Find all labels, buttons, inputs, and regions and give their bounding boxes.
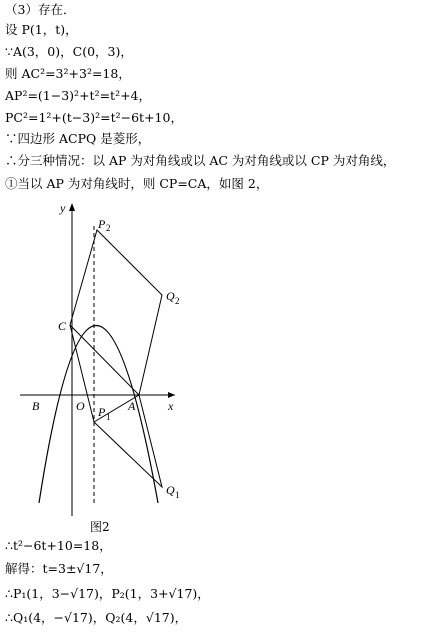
y-axis-arrow — [69, 203, 75, 211]
text-line-4: 则 AC²=3²+3²=18， — [5, 66, 131, 81]
text-line-13: ∴Q₁(4，−√17)，Q₂(4，√17)， — [5, 610, 188, 625]
label-y: y — [60, 201, 66, 215]
text-line-10: ∴t²−6t+10=18， — [5, 538, 112, 553]
label-p1: P — [98, 405, 106, 419]
text-line-7: ∵四边形 ACPQ 是菱形， — [5, 131, 151, 146]
text-line-2: 设 P(1，t)， — [5, 22, 78, 37]
rhombus-upper — [70, 230, 162, 395]
text-line-5: AP²=(1−3)²+t²=t²+4， — [5, 88, 152, 103]
text-line-8: ∴分三种情况：以 AP 为对角线或以 AC 为对角线或以 CP 为对角线， — [5, 153, 396, 168]
label-x: x — [168, 399, 174, 413]
figure-caption: 图2 — [90, 520, 110, 534]
text-line-11: 解得：t=3±√17， — [5, 561, 113, 576]
label-b: B — [32, 399, 40, 413]
text-line-1: （3）存在． — [5, 2, 76, 17]
label-a: A — [128, 399, 136, 413]
label-c: C — [58, 319, 67, 333]
x-axis-arrow — [168, 392, 175, 398]
label-o: O — [76, 399, 85, 413]
label-q1-sub: 1 — [175, 490, 180, 500]
figure-svg — [20, 198, 210, 518]
text-line-9: ①当以 AP 为对角线时，则 CP=CA，如图 2， — [5, 176, 269, 191]
geometry-figure — [20, 198, 210, 518]
label-q1: Q — [166, 483, 175, 497]
label-q2: Q — [166, 289, 175, 303]
text-line-12: ∴P₁(1，3−√17)，P₂(1，3+√17)， — [5, 586, 210, 601]
text-line-3: ∵A(3，0)，C(0，3)， — [5, 44, 133, 59]
label-p2-sub: 2 — [106, 223, 111, 233]
label-p1-sub: 1 — [106, 412, 111, 422]
text-line-6: PC²=1²+(t−3)²=t²−6t+10， — [5, 110, 183, 125]
label-q2-sub: 2 — [175, 296, 180, 306]
label-p2: P — [98, 217, 106, 231]
